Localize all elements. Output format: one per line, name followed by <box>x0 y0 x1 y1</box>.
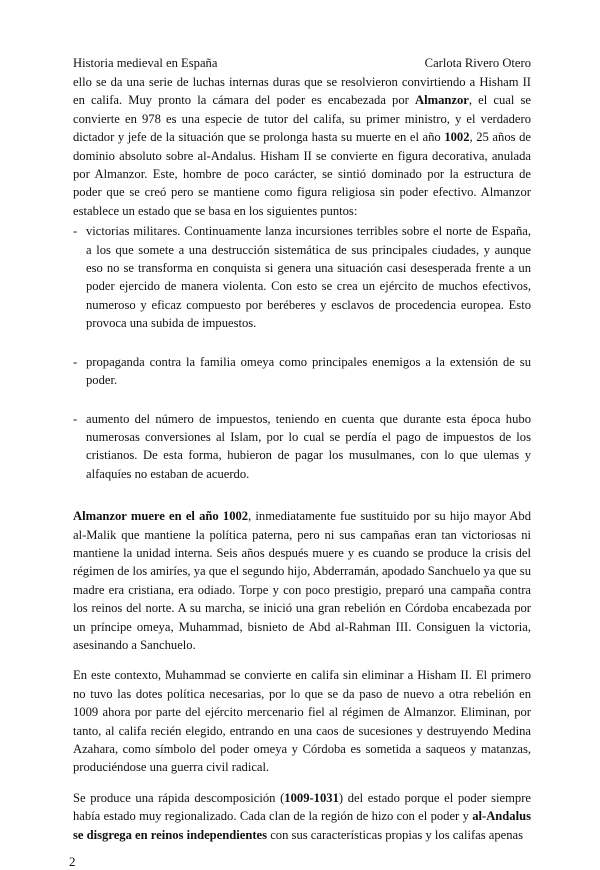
bold-text: Almanzor muere en el año 1002 <box>73 509 249 524</box>
bold-text: 1002 <box>444 130 470 145</box>
list-item-text: victorias militares. Continuamente lanza incursiones terribles sobre el norte de España, a los que somete a una destrucción sistemática de sus principales ciudades, y aunque eso no se transforma en conquista si genera una situación casi desesperada frente a un poder ejercido de manera violenta. Con esto se crea un ejército de muchos efectivos, numeroso y eficaz compuesto por beréberes y esclavos de procedencia europea. Esto provoca una subida de impuestos. <box>86 224 531 331</box>
header-author: Carlota Rivero Otero <box>424 56 531 70</box>
bold-text: al-Andalus se disgrega en reinos independientes <box>73 809 531 842</box>
bullet-dash: - <box>73 224 78 239</box>
header-title: Historia medieval en España <box>73 56 218 70</box>
text: ) del estado porque el poder siempre había estado muy regionalizado. Cada clan de la región de hizo con el poder y <box>73 790 531 824</box>
paragraph-decomposition <box>73 789 531 844</box>
text: , inmediatamente fue sustituido por su hijo mayor Abd al-Malik que mantiene la política paterna, pero ni sus campañas eran tan victoriosas ni mantiene la unidad interna. Seis años después muere y es cuando se produce la crisis del régimen de los amiríes, ya que el segundo hijo, Abderramán, apodado Sanchuelo ya que su madre era cristiana, era odiado. Torpe y con poco prestigio, preparó una campaña contra los reinos del norte. A su marcha, se inició una gran rebelión en Córdoba encabezada por un príncipe omeya, Muhammad, bisnieto de Abd al-Rahman III. Consiguen la victoria, asesinando a Sanchuelo. <box>73 509 531 652</box>
list-item-text: propaganda contra la familia omeya como principales enemigos a la extensión de su poder. <box>86 354 531 388</box>
list-item <box>73 410 531 484</box>
list-item <box>73 222 531 332</box>
page-number: 2 <box>69 854 76 870</box>
text: , 25 años de dominio absoluto sobre al-Andalus. Hisham II se convierte en figura decorativa, anulada por Almanzor. Este, hombre de poco carácter, se sintió dominado por la estructura de poder que se creó pero se mantiene como figura religiosa sin poder efectivo. Almanzor establece un estado que se basa en los siguientes puntos: <box>73 130 531 218</box>
bold-text: Almanzor <box>414 93 469 108</box>
bullet-dash: - <box>73 411 78 426</box>
paragraph-context: En este contexto, Muhammad se convierte en califa sin eliminar a Hisham II. El primero no tuvo las dotes política necesarias, por lo que se da paso de nuevo a otra rebelión en 1009 ahora por parte del ejército mercenario fiel al régimen de Almanzor. Eliminan, por tanto, al califa recién elegido, entrando en una caos de sucesiones y destruyendo Medina Azahara, como símbolo del poder omeya y Córdoba es sometida a saqueos y matanzas, produciéndose una guerra civil radical. <box>73 668 531 775</box>
text: Se produce una rápida descomposición ( <box>73 790 285 805</box>
paragraph-almanzor-rise <box>73 73 531 220</box>
paragraph-almanzor-death <box>73 507 531 654</box>
text: con sus características propias y los califas apenas <box>267 827 524 842</box>
text: ello se da una serie de luchas internas duras que se resolvieron convirtiendo a Hisham II en califa. Muy pronto la cámara del poder es encabezada por <box>73 75 531 108</box>
list-item-text: aumento del número de impuestos, teniendo en cuenta que durante esta época hubo numerosas conversiones al Islam, por lo cual se perdía el pago de impuestos de los cristianos. De esta forma, hubieron de pagar los musulmanes, con lo que ulemas y alfaquíes no estaban de acuerdo. <box>86 411 531 481</box>
list-item <box>73 353 531 390</box>
text: , el cual se convierte en 978 es una especie de tutor del califa, su primer ministro, y el verdadero dictador y jefe de la situación que se prolonga hasta su muerte en el año <box>73 93 531 145</box>
bold-text: 1009-1031 <box>284 790 339 805</box>
bullet-dash: - <box>73 354 78 369</box>
page-header <box>73 55 531 71</box>
